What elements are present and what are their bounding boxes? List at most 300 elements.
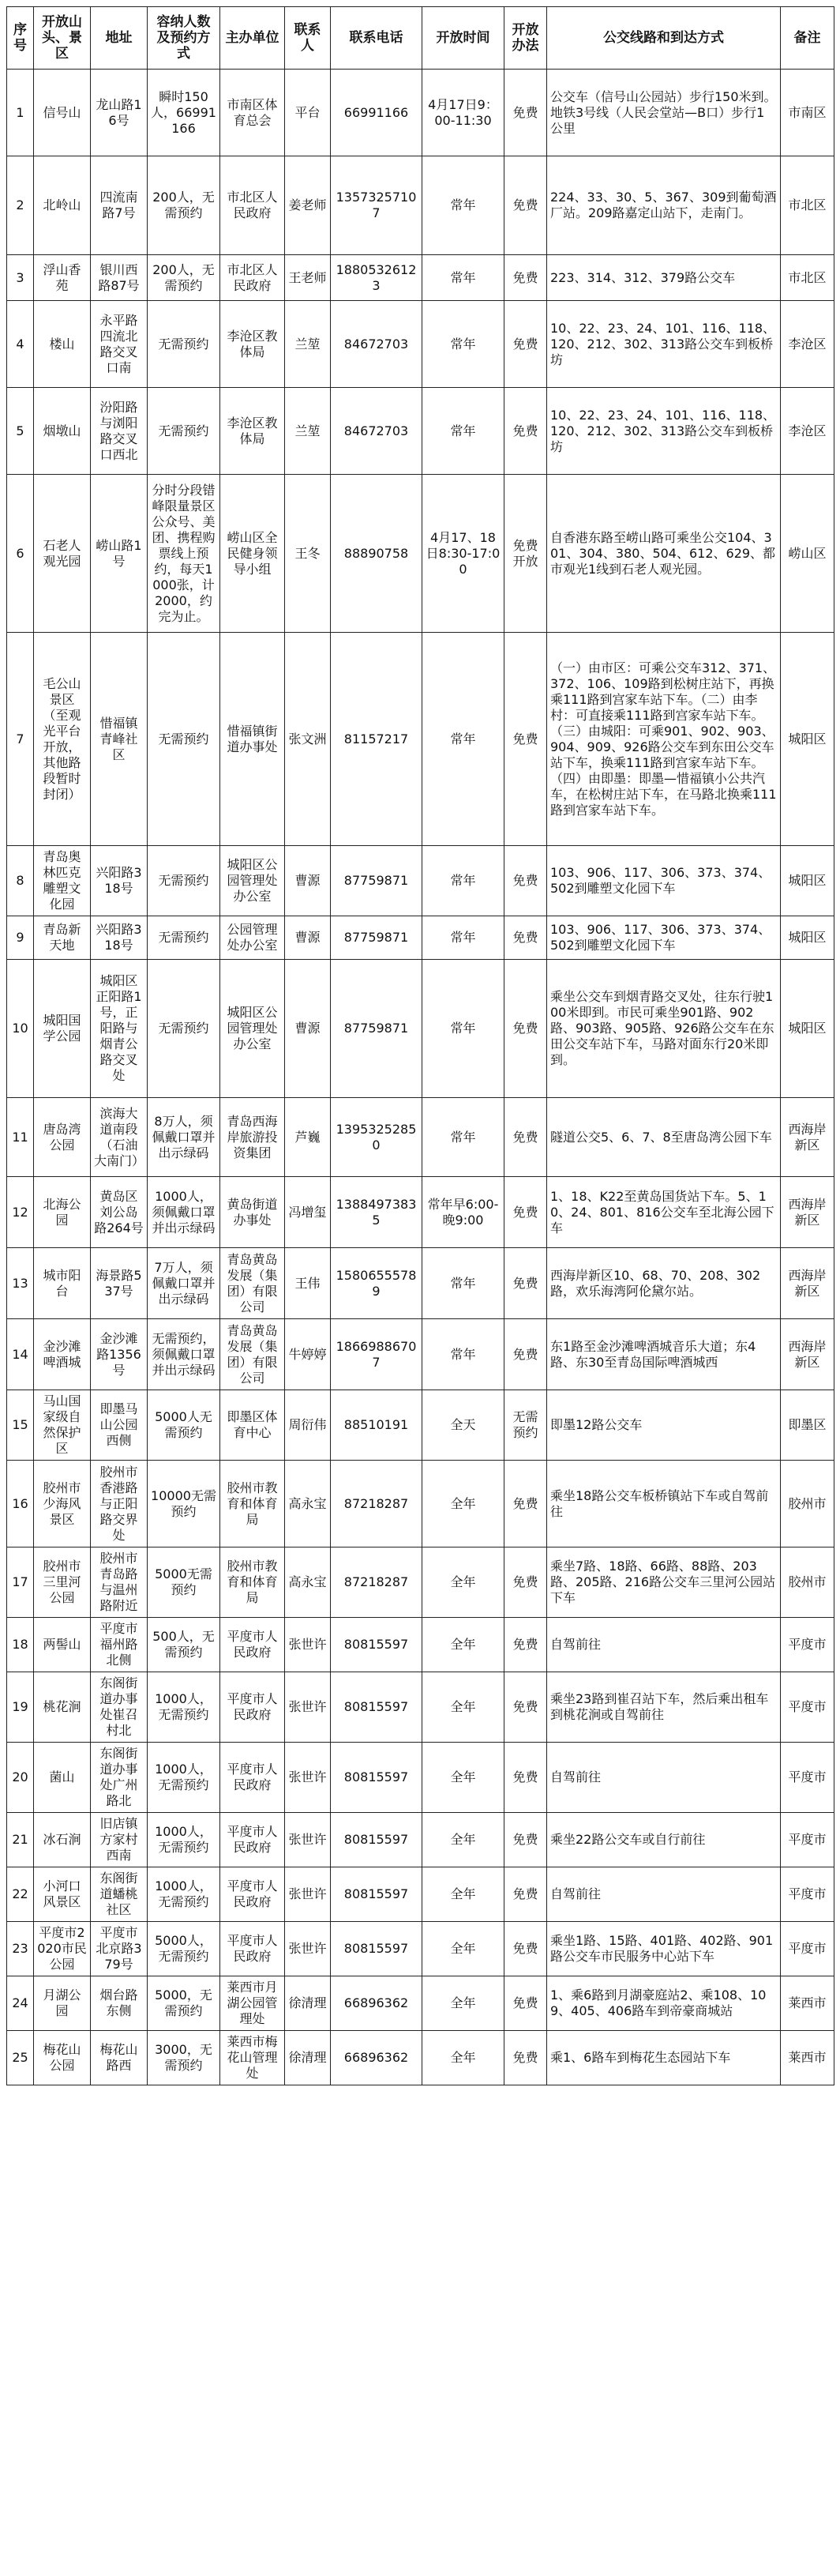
col-index-cell: 18 (7, 1618, 34, 1672)
col-address-cell: 兴阳路318号 (91, 916, 148, 960)
table-row (7, 1547, 834, 1618)
col-spot-cell: 青岛新天地 (34, 916, 91, 960)
col-note-cell: 城阳区 (781, 916, 834, 960)
col-hours-cell: 常年 (422, 1248, 504, 1319)
col-capacity-cell: 5000无需预约 (148, 1547, 220, 1618)
col-spot-cell: 冰石涧 (34, 1813, 91, 1867)
col-spot-cell: 浮山香苑 (34, 255, 91, 301)
col-index-cell: 7 (7, 633, 34, 846)
col-capacity-cell: 1000人，无需预约 (148, 1867, 220, 1922)
table-row (7, 1319, 834, 1390)
col-index-cell: 8 (7, 846, 34, 916)
table-body (7, 70, 834, 2085)
col-organizer-cell: 青岛黄岛发展（集团）有限公司 (220, 1248, 285, 1319)
col-spot-cell: 金沙滩啤酒城 (34, 1319, 91, 1390)
col-index-cell: 17 (7, 1547, 34, 1618)
col-index-cell: 1 (7, 70, 34, 156)
col-index-cell: 6 (7, 475, 34, 633)
col-address-cell: 金沙滩路1356号 (91, 1319, 148, 1390)
col-capacity-cell: 无需预约 (148, 388, 220, 475)
table-row (7, 1098, 834, 1177)
col-transit-cell: 自驾前往 (547, 1743, 781, 1813)
col-phone-cell: 88510191 (331, 1390, 422, 1461)
col-index-cell: 3 (7, 255, 34, 301)
col-address-cell: 胶州市香港路与正阳路交界处 (91, 1461, 148, 1547)
col-method-cell: 免费 (504, 301, 547, 388)
col-capacity-cell: 分时分段错峰限量景区公众号、美团、携程购票线上预约，每天1000张，计2000，约完为止。 (148, 475, 220, 633)
col-hours-cell: 常年 (422, 916, 504, 960)
table-row (7, 1248, 834, 1319)
col-contact-cell: 张世许 (285, 1618, 331, 1672)
col-organizer-cell: 惜福镇街道办事处 (220, 633, 285, 846)
col-address-cell: 平度市北京路379号 (91, 1922, 148, 1976)
col-capacity-cell: 8万人，须佩戴口罩并出示绿码 (148, 1098, 220, 1177)
col-transit-cell: 自驾前往 (547, 1867, 781, 1922)
col-note-cell: 胶州市 (781, 1461, 834, 1547)
col-organizer-cell: 平度市人民政府 (220, 1743, 285, 1813)
col-index-cell: 10 (7, 960, 34, 1098)
table-row (7, 475, 834, 633)
col-address-cell: 东阁街道办事处崔召村北 (91, 1672, 148, 1743)
col-capacity-cell: 1000人，无需预约 (148, 1813, 220, 1867)
col-organizer-cell: 李沧区教体局 (220, 388, 285, 475)
col-method-cell: 免费 (504, 1461, 547, 1547)
col-transit-cell: 乘坐7路、18路、66路、88路、203路、205路、216路公交车三里河公园站下车 (547, 1547, 781, 1618)
col-method-cell: 免费 (504, 1743, 547, 1813)
col-spot-cell: 小河口风景区 (34, 1867, 91, 1922)
table-header-row (7, 7, 834, 70)
col-organizer-cell: 城阳区公园管理处办公室 (220, 846, 285, 916)
col-index-cell: 25 (7, 2031, 34, 2085)
col-note-cell: 平度市 (781, 1672, 834, 1743)
col-note-cell: 莱西市 (781, 2031, 834, 2085)
col-hours-cell: 4月17日9：00-11:30 (422, 70, 504, 156)
col-phone-cell: 80815597 (331, 1813, 422, 1867)
col-organizer-cell: 市北区人民政府 (220, 255, 285, 301)
header-col-address: 地址 (91, 7, 148, 70)
col-hours-cell: 常年早6:00-晚9:00 (422, 1177, 504, 1248)
col-spot-cell: 毛公山景区（至观光平台开放，其他路段暂时封闭） (34, 633, 91, 846)
col-transit-cell: 自香港东路至崂山路可乘坐公交104、301、304、380、504、612、629、都市观光1线到石老人观光园。 (547, 475, 781, 633)
col-spot-cell: 北海公园 (34, 1177, 91, 1248)
col-address-cell: 东阁街道蟠桃社区 (91, 1867, 148, 1922)
col-address-cell: 崂山路1号 (91, 475, 148, 633)
col-spot-cell: 石老人观光园 (34, 475, 91, 633)
col-transit-cell: 223、314、312、379路公交车 (547, 255, 781, 301)
col-hours-cell: 全天 (422, 1390, 504, 1461)
col-address-cell: 海景路537号 (91, 1248, 148, 1319)
col-method-cell: 免费 (504, 1813, 547, 1867)
col-organizer-cell: 莱西市月湖公园管理处 (220, 1976, 285, 2031)
col-contact-cell: 姜老师 (285, 156, 331, 255)
table-row (7, 1672, 834, 1743)
col-note-cell: 西海岸新区 (781, 1098, 834, 1177)
col-organizer-cell: 青岛黄岛发展（集团）有限公司 (220, 1319, 285, 1390)
col-contact-cell: 张世许 (285, 1672, 331, 1743)
col-phone-cell: 88890758 (331, 475, 422, 633)
col-address-cell: 惜福镇青峰社区 (91, 633, 148, 846)
col-capacity-cell: 无需预约 (148, 960, 220, 1098)
col-transit-cell: 224、33、30、5、367、309到葡萄酒厂站。209路嘉定山站下，走南门。 (547, 156, 781, 255)
col-capacity-cell: 500人，无需预约 (148, 1618, 220, 1672)
col-address-cell: 旧店镇方家村西南 (91, 1813, 148, 1867)
col-transit-cell: 隧道公交5、6、7、8至唐岛湾公园下车 (547, 1098, 781, 1177)
col-spot-cell: 平度市2020市民公园 (34, 1922, 91, 1976)
col-method-cell: 免费 (504, 388, 547, 475)
col-contact-cell: 张世许 (285, 1922, 331, 1976)
col-contact-cell: 兰堃 (285, 388, 331, 475)
table-row (7, 301, 834, 388)
table-row (7, 1922, 834, 1976)
col-phone-cell: 87218287 (331, 1547, 422, 1618)
col-hours-cell: 全年 (422, 1813, 504, 1867)
col-address-cell: 银川西路87号 (91, 255, 148, 301)
col-method-cell: 免费 (504, 1547, 547, 1618)
col-organizer-cell: 平度市人民政府 (220, 1618, 285, 1672)
table-row (7, 70, 834, 156)
col-method-cell: 免费 (504, 1319, 547, 1390)
col-contact-cell: 徐清理 (285, 2031, 331, 2085)
col-hours-cell: 常年 (422, 388, 504, 475)
col-transit-cell: 公交车（信号山公园站）步行150米到。地铁3号线（人民会堂站—B口）步行1公里 (547, 70, 781, 156)
col-address-cell: 龙山路16号 (91, 70, 148, 156)
col-organizer-cell: 崂山区全民健身领导小组 (220, 475, 285, 633)
col-contact-cell: 王冬 (285, 475, 331, 633)
col-note-cell: 即墨区 (781, 1390, 834, 1461)
header-col-method: 开放办法 (504, 7, 547, 70)
col-contact-cell: 平台 (285, 70, 331, 156)
table-row (7, 2031, 834, 2085)
col-transit-cell: 乘坐22路公交车或自行前往 (547, 1813, 781, 1867)
col-contact-cell: 冯增玺 (285, 1177, 331, 1248)
col-index-cell: 15 (7, 1390, 34, 1461)
col-address-cell: 梅花山路西 (91, 2031, 148, 2085)
col-note-cell: 李沧区 (781, 388, 834, 475)
col-phone-cell: 81157217 (331, 633, 422, 846)
col-phone-cell: 13573257107 (331, 156, 422, 255)
col-spot-cell: 青岛奥林匹克雕塑文化园 (34, 846, 91, 916)
col-transit-cell: 乘坐1路、15路、401路、402路、901路公交车市民服务中心站下车 (547, 1922, 781, 1976)
table-row (7, 1867, 834, 1922)
col-note-cell: 市北区 (781, 156, 834, 255)
table-row (7, 1743, 834, 1813)
col-transit-cell: （一）由市区：可乘公交车312、371、372、106、109路到松树庄站下，再换乘111路到宫家车站下车。（二）由李村：可直接乘111路到宫家车站下车。（三）由城阳：可乘901、902、903、904、909、926路公交车到东田公交车站下车，换乘111路到宫家车站下车。（四）由即墨：即墨—惜福镇小公共汽车，在松树庄站下车，在马路北换乘111路到宫家车站下车。 (547, 633, 781, 846)
col-phone-cell: 87759871 (331, 916, 422, 960)
col-phone-cell: 18805326123 (331, 255, 422, 301)
header-col-transit: 公交线路和到达方式 (547, 7, 781, 70)
col-capacity-cell: 5000人，无需预约 (148, 1922, 220, 1976)
col-note-cell: 市南区 (781, 70, 834, 156)
col-phone-cell: 87218287 (331, 1461, 422, 1547)
col-phone-cell: 13884973835 (331, 1177, 422, 1248)
col-contact-cell: 王老师 (285, 255, 331, 301)
col-method-cell: 免费 (504, 960, 547, 1098)
col-note-cell: 西海岸新区 (781, 1177, 834, 1248)
col-hours-cell: 全年 (422, 1547, 504, 1618)
col-spot-cell: 马山国家级自然保护区 (34, 1390, 91, 1461)
col-transit-cell: 103、906、117、306、373、374、502到雕塑文化园下车 (547, 846, 781, 916)
col-address-cell: 烟台路东侧 (91, 1976, 148, 2031)
col-phone-cell: 80815597 (331, 1867, 422, 1922)
col-phone-cell: 18669886707 (331, 1319, 422, 1390)
col-address-cell: 即墨马山公园西侧 (91, 1390, 148, 1461)
col-address-cell: 平度市福州路北侧 (91, 1618, 148, 1672)
col-contact-cell: 周衍伟 (285, 1390, 331, 1461)
header-col-hours: 开放时间 (422, 7, 504, 70)
col-organizer-cell: 市南区体育总会 (220, 70, 285, 156)
col-contact-cell: 高永宝 (285, 1547, 331, 1618)
col-phone-cell: 84672703 (331, 301, 422, 388)
col-phone-cell: 66896362 (331, 2031, 422, 2085)
col-note-cell: 胶州市 (781, 1547, 834, 1618)
col-spot-cell: 烟墩山 (34, 388, 91, 475)
col-method-cell: 免费 (504, 70, 547, 156)
col-transit-cell: 1、乘6路到月湖豪庭站2、乘108、109、405、406路车到帝豪商城站 (547, 1976, 781, 2031)
col-phone-cell: 80815597 (331, 1618, 422, 1672)
col-phone-cell: 80815597 (331, 1922, 422, 1976)
col-hours-cell: 全年 (422, 2031, 504, 2085)
col-spot-cell: 城市阳台 (34, 1248, 91, 1319)
col-transit-cell: 10、22、23、24、101、116、118、120、212、302、313路公交车到板桥坊 (547, 388, 781, 475)
col-hours-cell: 全年 (422, 1922, 504, 1976)
col-capacity-cell: 10000无需预约 (148, 1461, 220, 1547)
col-hours-cell: 常年 (422, 255, 504, 301)
col-capacity-cell: 1000人，无需预约 (148, 1672, 220, 1743)
col-note-cell: 西海岸新区 (781, 1319, 834, 1390)
col-note-cell: 城阳区 (781, 846, 834, 916)
col-note-cell: 平度市 (781, 1867, 834, 1922)
col-capacity-cell: 1000人，须佩戴口罩并出示绿码 (148, 1177, 220, 1248)
col-index-cell: 20 (7, 1743, 34, 1813)
col-note-cell: 平度市 (781, 1813, 834, 1867)
header-col-capacity: 容纳人数及预约方式 (148, 7, 220, 70)
col-method-cell: 免费 (504, 1177, 547, 1248)
col-index-cell: 16 (7, 1461, 34, 1547)
col-index-cell: 23 (7, 1922, 34, 1976)
col-organizer-cell: 平度市人民政府 (220, 1922, 285, 1976)
col-note-cell: 城阳区 (781, 960, 834, 1098)
col-index-cell: 24 (7, 1976, 34, 2031)
col-method-cell: 免费 (504, 633, 547, 846)
col-organizer-cell: 平度市人民政府 (220, 1672, 285, 1743)
col-capacity-cell: 无需预约，须佩戴口罩并出示绿码 (148, 1319, 220, 1390)
col-contact-cell: 曹源 (285, 846, 331, 916)
col-address-cell: 胶州市青岛路与温州路附近 (91, 1547, 148, 1618)
col-organizer-cell: 胶州市教育和体育局 (220, 1461, 285, 1547)
col-phone-cell: 66991166 (331, 70, 422, 156)
col-capacity-cell: 5000，无需预约 (148, 1976, 220, 2031)
col-index-cell: 14 (7, 1319, 34, 1390)
col-organizer-cell: 城阳区公园管理处办公室 (220, 960, 285, 1098)
col-hours-cell: 全年 (422, 1672, 504, 1743)
col-capacity-cell: 无需预约 (148, 846, 220, 916)
col-organizer-cell: 市北区人民政府 (220, 156, 285, 255)
col-hours-cell: 常年 (422, 960, 504, 1098)
col-hours-cell: 常年 (422, 633, 504, 846)
col-transit-cell: 10、22、23、24、101、116、118、120、212、302、313路公交车到板桥坊 (547, 301, 781, 388)
col-spot-cell: 月湖公园 (34, 1976, 91, 2031)
col-contact-cell: 兰堃 (285, 301, 331, 388)
col-spot-cell: 桃花涧 (34, 1672, 91, 1743)
table-row (7, 1390, 834, 1461)
col-note-cell: 平度市 (781, 1618, 834, 1672)
col-hours-cell: 常年 (422, 156, 504, 255)
col-organizer-cell: 胶州市教育和体育局 (220, 1547, 285, 1618)
col-method-cell: 免费 (504, 255, 547, 301)
col-address-cell: 兴阳路318号 (91, 846, 148, 916)
col-transit-cell: 乘1、6路车到梅花生态园站下车 (547, 2031, 781, 2085)
table-row (7, 255, 834, 301)
col-spot-cell: 信号山 (34, 70, 91, 156)
table-row (7, 1461, 834, 1547)
col-contact-cell: 曹源 (285, 916, 331, 960)
col-address-cell: 滨海大道南段（石油大南门） (91, 1098, 148, 1177)
col-phone-cell: 13953252850 (331, 1098, 422, 1177)
col-note-cell: 西海岸新区 (781, 1248, 834, 1319)
col-spot-cell: 楼山 (34, 301, 91, 388)
col-hours-cell: 全年 (422, 1867, 504, 1922)
col-phone-cell: 15806555789 (331, 1248, 422, 1319)
col-capacity-cell: 7万人，须佩戴口罩并出示绿码 (148, 1248, 220, 1319)
col-method-cell: 免费 (504, 1618, 547, 1672)
col-contact-cell: 徐清理 (285, 1976, 331, 2031)
col-index-cell: 2 (7, 156, 34, 255)
col-phone-cell: 87759871 (331, 960, 422, 1098)
col-method-cell: 免费 (504, 1672, 547, 1743)
col-note-cell: 莱西市 (781, 1976, 834, 2031)
col-capacity-cell: 5000人无需预约 (148, 1390, 220, 1461)
header-col-note: 备注 (781, 7, 834, 70)
col-spot-cell: 梅花山公园 (34, 2031, 91, 2085)
col-transit-cell: 东1路至金沙滩啤酒城音乐大道；东4路、东30至青岛国际啤酒城西 (547, 1319, 781, 1390)
col-method-cell: 免费 (504, 156, 547, 255)
col-index-cell: 19 (7, 1672, 34, 1743)
col-hours-cell: 常年 (422, 1098, 504, 1177)
col-index-cell: 4 (7, 301, 34, 388)
col-note-cell: 城阳区 (781, 633, 834, 846)
table-row (7, 960, 834, 1098)
col-hours-cell: 常年 (422, 846, 504, 916)
col-phone-cell: 66896362 (331, 1976, 422, 2031)
col-transit-cell: 1、18、K22至黄岛国货站下车。5、10、24、801、816公交车至北海公园下车 (547, 1177, 781, 1248)
col-transit-cell: 乘坐23路到崔召站下车，然后乘出租车到桃花涧或自驾前往 (547, 1672, 781, 1743)
col-contact-cell: 曹源 (285, 960, 331, 1098)
col-index-cell: 11 (7, 1098, 34, 1177)
scenic-spot-table (6, 6, 834, 2085)
col-method-cell: 免费 (504, 846, 547, 916)
col-organizer-cell: 李沧区教体局 (220, 301, 285, 388)
col-hours-cell: 4月17、18日8:30-17:00 (422, 475, 504, 633)
table-row (7, 388, 834, 475)
col-transit-cell: 乘坐公交车到烟青路交叉处，往东行驶100米即到。市民可乘坐901路、902路、903路、905路、926路公交车在东田公交车站下车，马路对面东行20米即到。 (547, 960, 781, 1098)
col-method-cell: 免费 (504, 2031, 547, 2085)
col-capacity-cell: 无需预约 (148, 301, 220, 388)
col-phone-cell: 84672703 (331, 388, 422, 475)
table-row (7, 156, 834, 255)
col-note-cell: 市北区 (781, 255, 834, 301)
table-row (7, 1813, 834, 1867)
col-organizer-cell: 莱西市梅花山管理处 (220, 2031, 285, 2085)
col-contact-cell: 张文洲 (285, 633, 331, 846)
col-note-cell: 平度市 (781, 1743, 834, 1813)
col-phone-cell: 87759871 (331, 846, 422, 916)
col-organizer-cell: 黄岛街道办事处 (220, 1177, 285, 1248)
col-index-cell: 9 (7, 916, 34, 960)
header-col-spot: 开放山头、景区 (34, 7, 91, 70)
col-method-cell: 无需预约 (504, 1390, 547, 1461)
col-address-cell: 黄岛区刘公岛路264号 (91, 1177, 148, 1248)
col-contact-cell: 高永宝 (285, 1461, 331, 1547)
col-contact-cell: 张世许 (285, 1813, 331, 1867)
header-col-phone: 联系电话 (331, 7, 422, 70)
col-spot-cell: 北岭山 (34, 156, 91, 255)
col-hours-cell: 常年 (422, 301, 504, 388)
col-method-cell: 免费 (504, 1922, 547, 1976)
col-note-cell: 平度市 (781, 1922, 834, 1976)
col-contact-cell: 张世许 (285, 1867, 331, 1922)
col-capacity-cell: 200人，无需预约 (148, 156, 220, 255)
col-index-cell: 13 (7, 1248, 34, 1319)
col-organizer-cell: 平度市人民政府 (220, 1867, 285, 1922)
col-index-cell: 22 (7, 1867, 34, 1922)
col-method-cell: 免费 (504, 1098, 547, 1177)
col-capacity-cell: 3000，无需预约 (148, 2031, 220, 2085)
col-capacity-cell: 1000人，无需预约 (148, 1743, 220, 1813)
header-col-index: 序号 (7, 7, 34, 70)
table-row (7, 633, 834, 846)
col-transit-cell: 乘坐18路公交车板桥镇站下车或自驾前往 (547, 1461, 781, 1547)
col-hours-cell: 全年 (422, 1461, 504, 1547)
col-note-cell: 崂山区 (781, 475, 834, 633)
col-address-cell: 东阁街道办事处广州路北 (91, 1743, 148, 1813)
header-col-contact: 联系人 (285, 7, 331, 70)
col-spot-cell: 唐岛湾公园 (34, 1098, 91, 1177)
col-contact-cell: 张世许 (285, 1743, 331, 1813)
col-index-cell: 21 (7, 1813, 34, 1867)
col-address-cell: 汾阳路与浏阳路交叉口西北 (91, 388, 148, 475)
col-organizer-cell: 平度市人民政府 (220, 1813, 285, 1867)
table-row (7, 846, 834, 916)
col-organizer-cell: 即墨区体育中心 (220, 1390, 285, 1461)
col-contact-cell: 王伟 (285, 1248, 331, 1319)
col-transit-cell: 西海岸新区10、68、70、208、302路，欢乐海湾阿伦黛尔站。 (547, 1248, 781, 1319)
col-organizer-cell: 青岛西海岸旅游投资集团 (220, 1098, 285, 1177)
col-capacity-cell: 无需预约 (148, 633, 220, 846)
col-transit-cell: 即墨12路公交车 (547, 1390, 781, 1461)
col-address-cell: 城阳区正阳路1号，正阳路与烟青公路交叉处 (91, 960, 148, 1098)
col-index-cell: 5 (7, 388, 34, 475)
col-capacity-cell: 瞬时150人，66991166 (148, 70, 220, 156)
col-index-cell: 12 (7, 1177, 34, 1248)
col-capacity-cell: 无需预约 (148, 916, 220, 960)
table-row (7, 916, 834, 960)
table-row (7, 1618, 834, 1672)
table-row (7, 1976, 834, 2031)
col-address-cell: 四流南路7号 (91, 156, 148, 255)
col-hours-cell: 全年 (422, 1743, 504, 1813)
col-hours-cell: 全年 (422, 1976, 504, 2031)
col-transit-cell: 自驾前往 (547, 1618, 781, 1672)
col-spot-cell: 两髻山 (34, 1618, 91, 1672)
col-phone-cell: 80815597 (331, 1743, 422, 1813)
header-col-organizer: 主办单位 (220, 7, 285, 70)
col-phone-cell: 80815597 (331, 1672, 422, 1743)
col-method-cell: 免费 (504, 1248, 547, 1319)
col-capacity-cell: 200人，无需预约 (148, 255, 220, 301)
col-hours-cell: 常年 (422, 1319, 504, 1390)
col-hours-cell: 全年 (422, 1618, 504, 1672)
col-address-cell: 永平路四流北路交叉口南 (91, 301, 148, 388)
